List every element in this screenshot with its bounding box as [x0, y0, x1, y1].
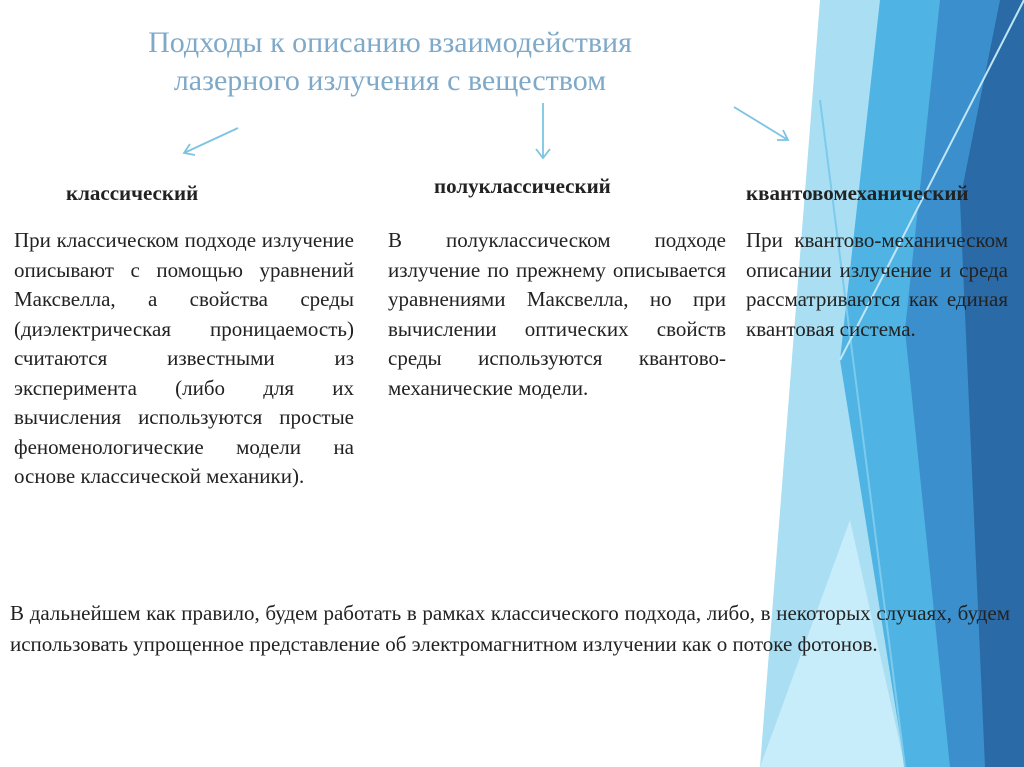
arrow-down-icon: [536, 103, 550, 158]
heading-classical: классический: [66, 181, 199, 205]
heading-semiclassical: полуклассический: [434, 174, 611, 198]
heading-quantum: квантовомеханический: [746, 181, 969, 205]
title-line-1: Подходы к описанию взаимодействия: [148, 26, 632, 59]
classical-description: При классическом подходе излучение описывают с помощью уравнений Максвелла, а свойства среды (диэлектрическая проницаемость) считаются известными из эксперимента (либо для их вычисления используются простые феноменологические модели на основе классической механики).: [14, 228, 354, 488]
title-line-2: лазерного излучения с веществом: [173, 64, 607, 97]
arrow-right-icon: [734, 107, 788, 140]
arrow-left-icon: [184, 128, 238, 155]
semiclassical-description: В полуклассическом подходе излучение по прежнему описывается уравнениями Максвелла, но при вычислении оптических свойств среды используются квантово-механические модели.: [388, 228, 726, 400]
conclusion-text: В дальнейшем как правило, будем работать в рамках классического подхода, либо, в некоторых случаях, будем использовать упрощенное представление об электромагнитном излучении как о потоке фотонов.: [10, 601, 1010, 656]
quantum-description: При квантово-механическом описании излучение и среда рассматриваются как единая квантовая система.: [746, 228, 1008, 341]
